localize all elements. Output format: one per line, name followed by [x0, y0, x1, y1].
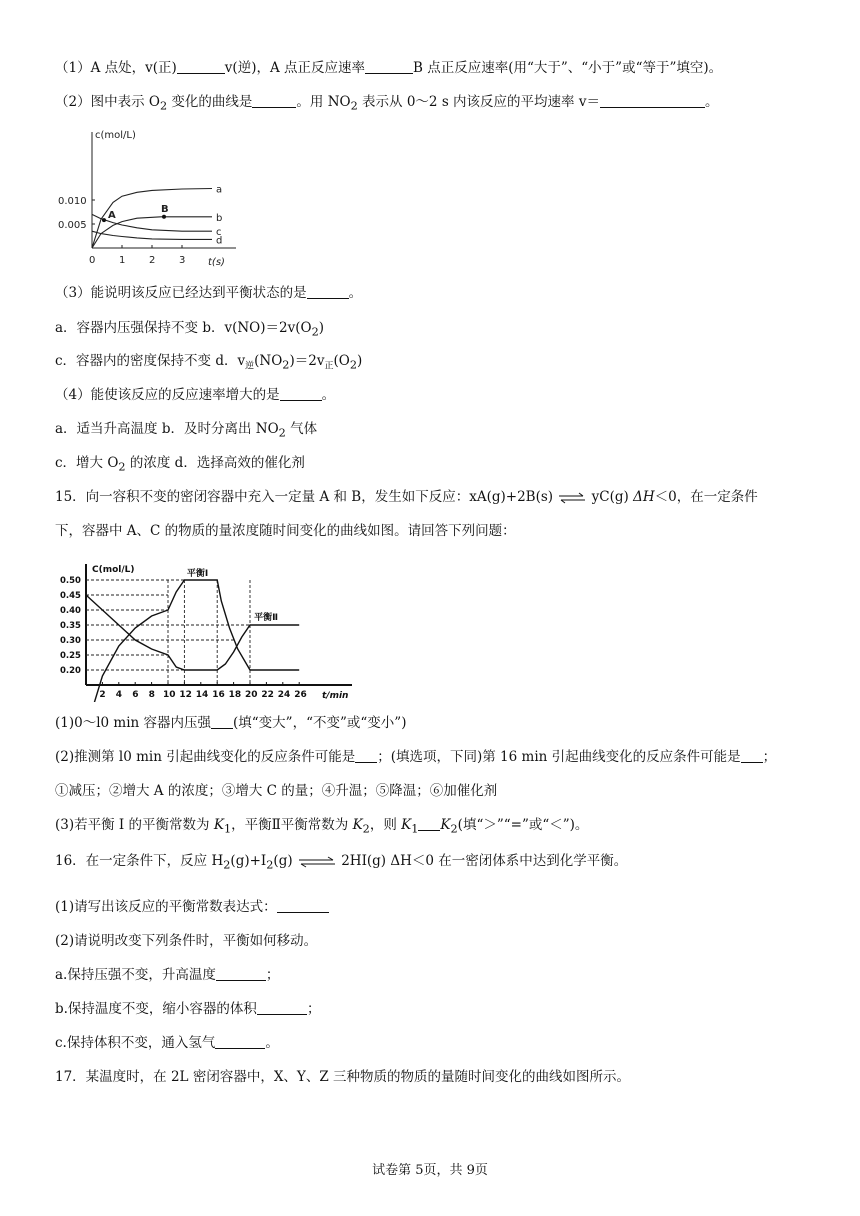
q14-part3-options-ab: a．容器内压强保持不变 b．$v(NO)=2v(O_2)$ — [55, 320, 325, 339]
x-tick-label: 20 — [245, 690, 258, 700]
y-tick-label: 0.45 — [60, 591, 81, 601]
x-axis-label: t/min — [322, 691, 349, 701]
q15-intro-line2: 下，容器中 A、C 的物质的量浓度随时间变化的曲线如图。请回答下列问题： — [55, 523, 516, 539]
annotation-equilibrium-2: 平衡Ⅱ — [254, 613, 279, 623]
x-tick-label: 12 — [179, 690, 192, 700]
answer-blank[interactable] — [252, 93, 296, 108]
series-line-A — [86, 595, 299, 670]
answer-blank[interactable] — [257, 1000, 307, 1015]
q15-sub2: (2)推测第 l0 min 引起曲线变化的反应条件可能是 ；(填选项，下同)第 16 min 引起曲线变化的反应条件可能是 ； — [55, 749, 777, 765]
concentration-time-chart-1 — [58, 128, 238, 274]
x-tick-label: 3 — [179, 255, 186, 266]
x-tick-label: 16 — [212, 690, 225, 700]
q14-part4-options-cd: c．增大 $O_2$ 的浓度 d．选择高效的催化剂 — [55, 455, 305, 474]
x-tick-label: 22 — [261, 690, 274, 700]
point-b-label: B — [161, 203, 169, 215]
answer-blank[interactable] — [215, 1034, 265, 1049]
reversible-arrow-icon — [557, 491, 587, 505]
answer-blank[interactable] — [418, 816, 440, 831]
x-tick-label: 1 — [119, 255, 126, 266]
q14-part3-options-cd: c．容器内的密度保持不变 d．$v_逆(NO_2)=2v_正(O_2)$ — [55, 353, 363, 372]
y-tick-label: 0.005 — [58, 220, 87, 231]
q14-part2: （2）图中表示 $O_2$ 变化的曲线是 。用 $NO_2$ 表示从 0～2 s 内该反应的平均速率 v＝ 。 — [55, 94, 719, 113]
page-footer: 试卷第 5页，共 9页 — [372, 1163, 488, 1178]
y-axis-label: c(mol/L) — [95, 130, 136, 141]
x-tick-label: 18 — [228, 690, 242, 700]
q16-sub2: (2)请说明改变下列条件时，平衡如何移动。 — [55, 933, 318, 949]
y-tick-label: 0.40 — [60, 606, 81, 616]
x-tick-label: 0 — [89, 255, 96, 266]
answer-blank[interactable] — [365, 59, 413, 74]
answer-blank[interactable] — [355, 748, 377, 763]
series-line-C — [86, 580, 299, 702]
x-tick-label: 26 — [294, 690, 307, 700]
q17-intro: 17．某温度时，在 2L 密闭容器中，X、Y、Z 三种物质的物质的量随时间变化的曲线如图所示。 — [55, 1069, 631, 1085]
x-tick-label: 6 — [132, 690, 139, 700]
answer-blank[interactable] — [600, 93, 705, 108]
q15-sub1: (1)0～l0 min 容器内压强 (填“变大”，“不变”或“变小”) — [55, 715, 407, 731]
answer-blank[interactable] — [277, 898, 329, 913]
annotation-equilibrium-1: 平衡Ⅰ — [186, 569, 209, 579]
x-axis-label: t(s) — [208, 257, 225, 268]
x-tick-label: 14 — [195, 690, 209, 700]
x-tick-label: 2 — [149, 255, 156, 266]
answer-blank[interactable] — [280, 386, 322, 401]
y-tick-label: 0.20 — [60, 666, 81, 676]
q15-sub3: (3)若平衡 I 的平衡常数为 $K_1$，平衡Ⅱ平衡常数为 $K_2$，则 $K_1$ $K_2$(填“＞”“=”或“＜”)。 — [55, 817, 589, 836]
y-axis-label: C(mol/L) — [92, 565, 135, 575]
y-tick-label: 0.35 — [60, 621, 81, 631]
series-label-b: b — [216, 212, 223, 224]
concentration-time-chart-2 — [60, 560, 360, 702]
q16-title: 16．在一定条件下，反应 $H_2(g)+I_2(g)$ 2HI(g) ΔH＜0 在一密闭体系中达到化学平衡。 — [55, 853, 628, 872]
y-tick-label: 0.010 — [58, 196, 87, 207]
q14-part1: （1）A 点处，v(正) v(逆)，A 点正反应速率 B 点正反应速率(用“大于”、“小于”或“等于”填空)。 — [55, 60, 723, 76]
q16-sub2-b: b.保持温度不变，缩小容器的体积 ； — [55, 1001, 321, 1017]
reversible-arrow-icon — [297, 855, 337, 869]
q16-sub1: (1)请写出该反应的平衡常数表达式： — [55, 897, 329, 917]
q15-options: ①减压；②增大 A 的浓度；③增大 C 的量；④升温；⑤降温；⑥加催化剂 — [55, 783, 498, 799]
answer-blank[interactable] — [177, 59, 225, 74]
answer-blank[interactable] — [307, 284, 349, 299]
x-tick-label: 2 — [99, 690, 106, 700]
x-tick-label: 4 — [115, 690, 123, 700]
q14-part4-options-ab: a．适当升高温度 b．及时分离出 $NO_2$ 气体 — [55, 421, 318, 440]
answer-blank[interactable] — [211, 714, 233, 729]
series-label-c: c — [216, 227, 222, 239]
answer-blank[interactable] — [741, 748, 763, 763]
point-b — [162, 215, 166, 219]
point-a-label: A — [108, 210, 116, 222]
x-tick-label: 8 — [148, 690, 155, 700]
y-tick-label: 0.50 — [60, 576, 81, 586]
q16-sub2-a: a.保持压强不变，升高温度 ； — [55, 967, 280, 983]
q14-part4: （4）能使该反应的反应速率增大的是 。 — [55, 387, 336, 403]
q15-intro-line1: 15．向一容积不变的密闭容器中充入一定量 A 和 B，发生如下反应：xA(g)+2B(s) yC(g) ΔH＜0，在一定条件 — [55, 489, 758, 505]
series-line-d — [92, 231, 212, 239]
q14-part3: （3）能说明该反应已经达到平衡状态的是 。 — [55, 285, 363, 301]
y-tick-label: 0.25 — [60, 651, 81, 661]
x-tick-label: 10 — [163, 690, 176, 700]
answer-blank[interactable] — [216, 966, 266, 981]
series-label-d: d — [216, 235, 223, 247]
point-a — [102, 218, 106, 222]
x-tick-label: 24 — [277, 690, 291, 700]
series-label-a: a — [216, 184, 223, 196]
y-tick-label: 0.30 — [60, 636, 81, 646]
q16-sub2-c: c.保持体积不变，通入氢气 。 — [55, 1035, 279, 1051]
